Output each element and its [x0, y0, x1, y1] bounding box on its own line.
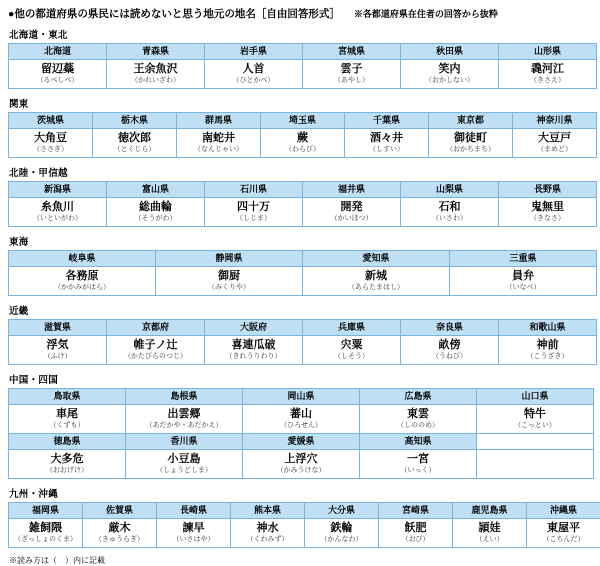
place-name-reading: （ささぎ）	[9, 145, 92, 154]
page-title-row	[8, 6, 592, 21]
place-name-reading: （かみうけな）	[243, 466, 359, 475]
table-row	[9, 182, 597, 198]
table-row	[9, 503, 600, 519]
place-name-reading: （かいほつ）	[303, 214, 400, 223]
place-name: 浮気	[9, 339, 106, 352]
place-name: 神水	[231, 522, 304, 535]
place-name-reading: （くずも）	[9, 421, 125, 430]
region-list	[8, 27, 592, 548]
prefecture-header: 福岡県	[9, 503, 83, 519]
place-name-reading: （かかみがはら）	[9, 283, 155, 292]
place-name: 宍粟	[303, 339, 400, 352]
region-block	[8, 27, 592, 89]
place-name-reading: （おかしない）	[401, 76, 498, 85]
table-row	[9, 336, 597, 365]
place-name: 四十万	[205, 201, 302, 214]
place-name: 雑飼隈	[9, 522, 82, 535]
place-name-reading: （あやし）	[303, 76, 400, 85]
place-name-reading: （あだかや・あだかえ）	[126, 421, 242, 430]
prefecture-header: 鳥取県	[9, 389, 126, 405]
prefecture-header: 愛知県	[303, 251, 450, 267]
place-name-cell	[477, 405, 594, 434]
prefecture-header: 神奈川県	[513, 113, 597, 129]
prefecture-header: 宮崎県	[379, 503, 453, 519]
place-name-reading: （るべしべ）	[9, 76, 106, 85]
place-name-cell	[9, 129, 93, 158]
prefecture-header: 茨城県	[9, 113, 93, 129]
place-name-reading: （まめど）	[513, 145, 596, 154]
place-name-reading: （いなべ）	[450, 283, 596, 292]
region-name: 九州・沖縄	[9, 486, 592, 500]
region-block	[8, 234, 592, 296]
prefecture-header: 岐阜県	[9, 251, 156, 267]
place-name-cell	[360, 450, 477, 479]
place-name: 留辺蘂	[9, 63, 106, 76]
place-name-reading: （おび）	[379, 535, 452, 544]
prefecture-header: 熊本県	[231, 503, 305, 519]
prefecture-header: 高知県	[360, 434, 477, 450]
table-row	[9, 129, 597, 158]
place-name: 上浮穴	[243, 453, 359, 466]
place-name: 御厨	[156, 270, 302, 283]
place-name: 車尾	[9, 408, 125, 421]
prefecture-header: 滋賀県	[9, 320, 107, 336]
place-name: 神前	[499, 339, 596, 352]
place-name: 石和	[401, 201, 498, 214]
region-block	[8, 486, 592, 548]
place-name-cell	[303, 267, 450, 296]
prefecture-header: 福井県	[303, 182, 401, 198]
place-name-cell	[401, 60, 499, 89]
place-name: 東雲	[360, 408, 476, 421]
prefecture-header: 長野県	[499, 182, 597, 198]
place-name-cell	[83, 519, 157, 548]
place-name: 帷子ノ辻	[107, 339, 204, 352]
place-name-reading: （ひろせん）	[243, 421, 359, 430]
region-block	[8, 96, 592, 158]
table-row	[9, 267, 597, 296]
prefecture-header: 愛媛県	[243, 434, 360, 450]
place-name-cell	[261, 129, 345, 158]
place-name: 頴娃	[453, 522, 526, 535]
region-table	[8, 502, 600, 548]
place-name: 飫肥	[379, 522, 452, 535]
place-name-reading: （いっく）	[360, 466, 476, 475]
prefecture-header: 山形県	[499, 44, 597, 60]
place-name-reading: （きゅうらぎ）	[83, 535, 156, 544]
place-name-reading: （しじま）	[205, 214, 302, 223]
prefecture-header: 秋田県	[401, 44, 499, 60]
place-name: 鉄輪	[305, 522, 378, 535]
place-name-reading: （しすい）	[345, 145, 428, 154]
place-name-cell	[513, 129, 597, 158]
region-table	[8, 112, 597, 158]
place-name-reading: （なんじゃい）	[177, 145, 260, 154]
prefecture-header: 新潟県	[9, 182, 107, 198]
prefecture-header: 群馬県	[177, 113, 261, 129]
place-name-cell	[453, 519, 527, 548]
place-name-cell	[9, 405, 126, 434]
prefecture-header: 石川県	[205, 182, 303, 198]
region-table	[8, 181, 597, 227]
place-name-reading: （とくじら）	[93, 145, 176, 154]
place-name-cell	[450, 267, 597, 296]
place-name-cell	[231, 519, 305, 548]
prefecture-header: 島根県	[126, 389, 243, 405]
place-name-cell	[305, 519, 379, 548]
prefecture-header: 三重県	[450, 251, 597, 267]
place-name-reading: （いさはや）	[157, 535, 230, 544]
prefecture-header: 長崎県	[157, 503, 231, 519]
table-row	[9, 434, 594, 450]
prefecture-header: 香川県	[126, 434, 243, 450]
place-name: 鬼無里	[499, 201, 596, 214]
place-name: 王余魚沢	[107, 63, 204, 76]
prefecture-header: 広島県	[360, 389, 477, 405]
place-name-cell	[499, 336, 597, 365]
prefecture-header: 栃木県	[93, 113, 177, 129]
prefecture-header: 千葉県	[345, 113, 429, 129]
place-name-cell	[345, 129, 429, 158]
place-name-reading: （しょうどしま）	[126, 466, 242, 475]
prefecture-header: 山口県	[477, 389, 594, 405]
place-name-reading: （きさえ）	[499, 76, 596, 85]
place-name: 総曲輪	[107, 201, 204, 214]
prefecture-header: 大阪府	[205, 320, 303, 336]
table-row	[9, 519, 600, 548]
prefecture-header: 徳島県	[9, 434, 126, 450]
place-name: 新城	[303, 270, 449, 283]
place-name-reading: （しののめ）	[360, 421, 476, 430]
place-name: 畝傍	[401, 339, 498, 352]
region-name: 関東	[9, 96, 592, 110]
place-name: 徳次郎	[93, 132, 176, 145]
prefecture-header: 佐賀県	[83, 503, 157, 519]
place-name-cell	[205, 198, 303, 227]
place-name-cell	[303, 198, 401, 227]
prefecture-header: 静岡県	[156, 251, 303, 267]
place-name: 糸魚川	[9, 201, 106, 214]
prefecture-header: 富山県	[107, 182, 205, 198]
place-name-reading: （かんなわ）	[305, 535, 378, 544]
place-name: 小豆島	[126, 453, 242, 466]
place-name-cell	[379, 519, 453, 548]
place-name-reading: （かたびらのつじ）	[107, 352, 204, 361]
prefecture-header: 北海道	[9, 44, 107, 60]
empty-cell	[477, 450, 594, 479]
place-name-reading: （うねび）	[401, 352, 498, 361]
region-name: 北陸・甲信越	[9, 165, 592, 179]
place-name-cell	[9, 519, 83, 548]
place-name: 人首	[205, 63, 302, 76]
prefecture-header: 京都府	[107, 320, 205, 336]
prefecture-header: 沖縄県	[527, 503, 600, 519]
place-name-cell	[243, 405, 360, 434]
place-name: 笑内	[401, 63, 498, 76]
place-name: 蕃山	[243, 408, 359, 421]
region-table	[8, 43, 597, 89]
place-name: 毳河江	[499, 63, 596, 76]
place-name: 諫早	[157, 522, 230, 535]
place-name-cell	[9, 267, 156, 296]
table-row	[9, 251, 597, 267]
prefecture-header: 奈良県	[401, 320, 499, 336]
prefecture-header: 岡山県	[243, 389, 360, 405]
place-name-cell	[429, 129, 513, 158]
place-name: 雲子	[303, 63, 400, 76]
place-name-reading: （いといがわ）	[9, 214, 106, 223]
table-row	[9, 389, 594, 405]
place-name: 特牛	[477, 408, 593, 421]
place-name-reading: （そうがわ）	[107, 214, 204, 223]
place-name-cell	[243, 450, 360, 479]
prefecture-header: 鹿児島県	[453, 503, 527, 519]
place-name: 喜連瓜破	[205, 339, 302, 352]
place-name-reading: （こっとい）	[477, 421, 593, 430]
prefecture-header: 埼玉県	[261, 113, 345, 129]
place-name-cell	[303, 336, 401, 365]
place-name-cell	[401, 336, 499, 365]
place-name: 酒々井	[345, 132, 428, 145]
place-name-cell	[107, 336, 205, 365]
place-name-reading: （しそう）	[303, 352, 400, 361]
place-name-cell	[156, 267, 303, 296]
place-name-cell	[107, 198, 205, 227]
place-name-reading: （こちんだ）	[527, 535, 600, 544]
place-name-cell	[126, 405, 243, 434]
place-name: 南蛇井	[177, 132, 260, 145]
region-block	[8, 303, 592, 365]
place-name-cell	[205, 60, 303, 89]
place-name-reading: （かれいざわ）	[107, 76, 204, 85]
place-name: 蕨	[261, 132, 344, 145]
place-name: 一宮	[360, 453, 476, 466]
place-name-reading: （あらたまはし）	[303, 283, 449, 292]
place-name-cell	[205, 336, 303, 365]
place-name-reading: （こうざき）	[499, 352, 596, 361]
place-name-reading: （おおげけ）	[9, 466, 125, 475]
place-name: 員弁	[450, 270, 596, 283]
place-name-reading: （わらび）	[261, 145, 344, 154]
prefecture-header: 和歌山県	[499, 320, 597, 336]
place-name-cell	[126, 450, 243, 479]
place-name-cell	[9, 198, 107, 227]
place-name: 東屋平	[527, 522, 600, 535]
place-name-cell	[303, 60, 401, 89]
page-title-note: ※各都道府県在住者の回答から抜粋	[354, 7, 498, 20]
table-row	[9, 198, 597, 227]
table-row	[9, 405, 594, 434]
empty-cell	[477, 434, 594, 450]
region-block	[8, 165, 592, 227]
place-name-cell	[360, 405, 477, 434]
region-table	[8, 319, 597, 365]
region-name: 近畿	[9, 303, 592, 317]
region-table	[8, 388, 594, 479]
table-row	[9, 450, 594, 479]
place-name: 大角豆	[9, 132, 92, 145]
place-name: 御徒町	[429, 132, 512, 145]
place-name: 出雲郷	[126, 408, 242, 421]
place-name-reading: （えい）	[453, 535, 526, 544]
place-name: 各務原	[9, 270, 155, 283]
place-name-cell	[93, 129, 177, 158]
table-row	[9, 44, 597, 60]
prefecture-header: 宮城県	[303, 44, 401, 60]
place-name-reading: （みくりや）	[156, 283, 302, 292]
place-name-reading: （おかちまち）	[429, 145, 512, 154]
region-name: 中国・四国	[9, 372, 592, 386]
place-name-reading: （いさわ）	[401, 214, 498, 223]
place-name-reading: （くわみず）	[231, 535, 304, 544]
page-title: ●他の都道府県の県民には読めないと思う地元の地名［自由回答形式］	[8, 6, 340, 21]
place-name-cell	[157, 519, 231, 548]
place-name-reading: （ふけ）	[9, 352, 106, 361]
place-name-reading: （きれうりわり）	[205, 352, 302, 361]
prefecture-header: 東京都	[429, 113, 513, 129]
place-name-reading: （きなさ）	[499, 214, 596, 223]
place-name: 大豆戸	[513, 132, 596, 145]
place-name-cell	[107, 60, 205, 89]
place-name-cell	[9, 450, 126, 479]
place-name: 大多危	[9, 453, 125, 466]
region-table	[8, 250, 597, 296]
region-name: 東海	[9, 234, 592, 248]
place-name-reading: （ざっしょのくま）	[9, 535, 82, 544]
place-name: 開発	[303, 201, 400, 214]
table-row	[9, 320, 597, 336]
place-name-cell	[177, 129, 261, 158]
place-name-cell	[401, 198, 499, 227]
footnote: ※読み方は（ ）内に記載	[9, 555, 592, 566]
table-row	[9, 60, 597, 89]
prefecture-header: 岩手県	[205, 44, 303, 60]
table-row	[9, 113, 597, 129]
place-name-cell	[499, 60, 597, 89]
place-name-cell	[499, 198, 597, 227]
prefecture-header: 山梨県	[401, 182, 499, 198]
region-name: 北海道・東北	[9, 27, 592, 41]
prefecture-header: 青森県	[107, 44, 205, 60]
region-block	[8, 372, 592, 479]
prefecture-header: 兵庫県	[303, 320, 401, 336]
place-name-cell	[9, 336, 107, 365]
prefecture-header: 大分県	[305, 503, 379, 519]
place-name-cell	[9, 60, 107, 89]
place-name-cell	[527, 519, 600, 548]
place-name-reading: （ひとかべ）	[205, 76, 302, 85]
place-name: 厳木	[83, 522, 156, 535]
